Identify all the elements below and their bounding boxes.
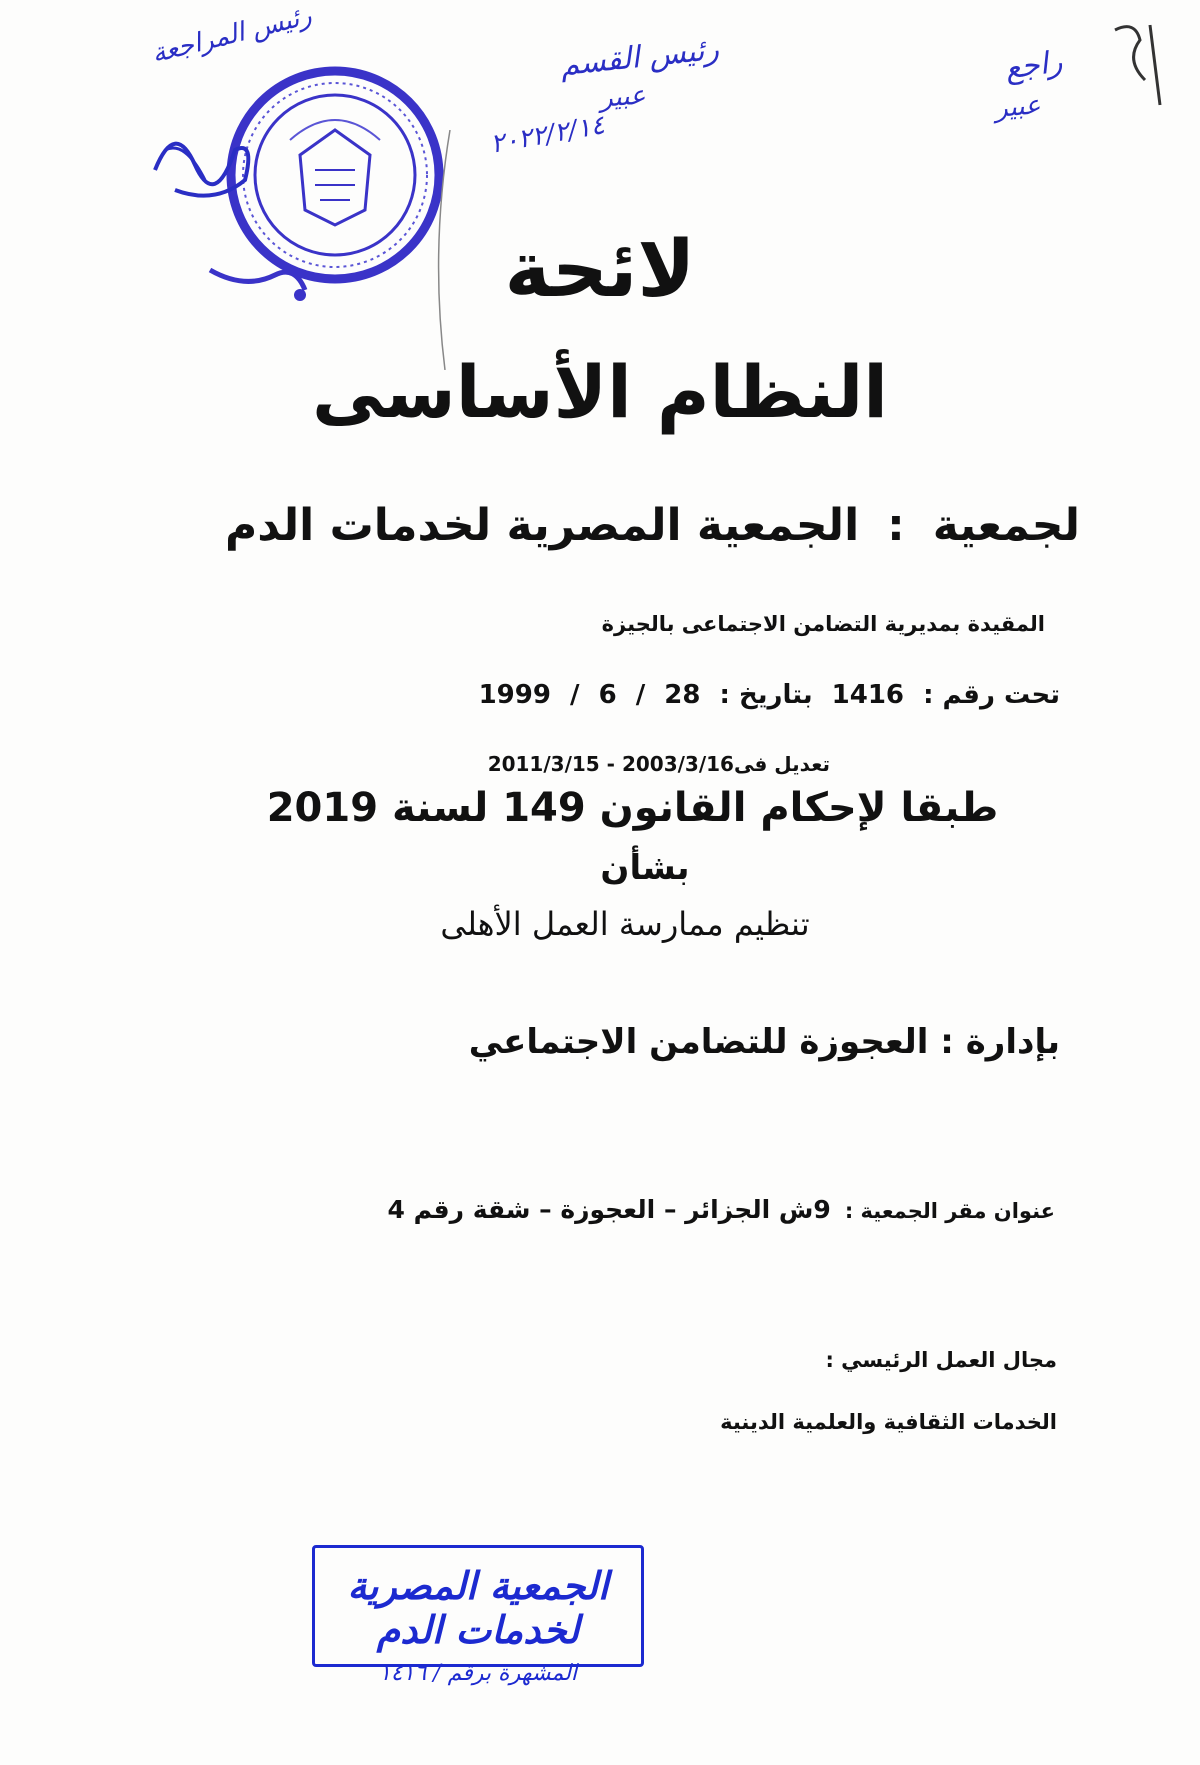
handwritten-signature-name: عبير [599,80,647,114]
registration-line [469,680,1060,710]
handwritten-note-reviewed: راجع [1002,44,1065,87]
address-value: 9ش الجزائر – العجوزة – شقة رقم 4 [387,1195,831,1224]
stamp-registration: المشهرة برقم / ١٤١٦ [378,1661,578,1686]
reg-date-day: 28 [664,680,701,710]
amended-label: تعديل فى [733,752,830,776]
main-field-label: مجال العمل الرئيسي : [825,1348,1057,1372]
date-separator-2: / [570,680,580,710]
law-subject: تنظيم ممارسة العمل الأهلى [440,905,810,943]
law-reference: طبقا لإحكام القانون 149 لسنة 2019 [266,785,999,831]
association-prefix: لجمعية [932,500,1080,551]
date-separator-1: / [635,680,646,710]
registration-authority: المقيدة بمديرية التضامن الاجتماعى بالجيزة [601,612,1045,636]
stamp-association-name: الجمعية المصرية لخدمات الدم [347,1563,609,1652]
reg-number: 1416 [831,680,905,710]
handwritten-reviewer-name: عبير [993,90,1042,124]
amended-dates: 2003/3/16 - 2011/3/15 [487,752,734,776]
handwritten-note-head-of-section: رئيس القسم [558,31,721,84]
reg-date-month: 6 [598,680,617,710]
page-corner-mark-icon [1105,10,1185,110]
administration-line: بإدارة : العجوزة للتضامن الاجتماعي [468,1022,1060,1062]
signature-scribble-icon [145,110,265,210]
document-title-line1: لائحة [504,225,696,315]
amendment-line [488,752,830,776]
address-line [388,1195,1055,1224]
reg-date-label: بتاريخ : [719,680,813,710]
reg-number-label: تحت رقم : [923,680,1060,710]
association-name: الجمعية المصرية لخدمات الدم [224,500,860,551]
association-line [120,500,1080,551]
address-label: عنوان مقر الجمعية : [844,1199,1055,1223]
handwritten-date: ٢٠٢٢/٢/١٤ [488,110,608,160]
main-field-value: الخدمات الثقافية والعلمية الدينية [720,1410,1057,1434]
association-colon: : [887,500,905,551]
reg-date-year: 1999 [478,680,551,710]
handwritten-note-top-left: رئيس المراجعة [148,0,315,70]
association-stamp [312,1545,644,1686]
regarding-label: بشأن [600,848,690,888]
document-title-line2: النظام الأساسى [312,350,888,434]
